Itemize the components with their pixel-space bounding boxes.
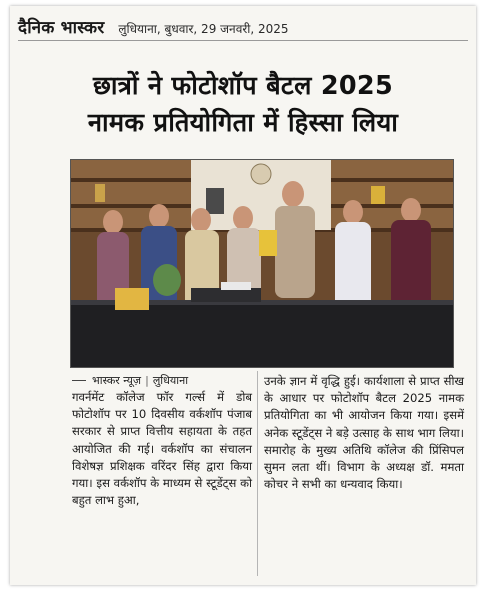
headline-line-1: छात्रों ने फोटोशॉप बैटल 2025 (92, 71, 394, 101)
byline-city: लुधियाना (152, 374, 189, 387)
byline-separator: | (145, 374, 149, 387)
article-column-1: गवर्नमेंट कॉलेज फॉर गर्ल्स में डोब फोटोशॉप पर 10 दिवसीय वर्कशॉप पंजाब सरकार से प्राप्त वित्तीय सहायता के तहत आयोजित की गई। वर्कशॉप का संचालन विशेषज्ञ प्रशिक्षक वरिंदर सिंह द्वारा किया गया। इस वर्कशॉप के माध्यम से स्टूडेंट्स को बहुत लाभ हुआ, (72, 390, 252, 508)
dateline: लुधियाना, बुधवार, 29 जनवरी, 2025 (118, 22, 289, 36)
masthead (18, 12, 468, 38)
masthead-rule (18, 40, 468, 41)
byline-rule (72, 380, 86, 381)
newspaper-clipping (10, 6, 476, 585)
headline-line-2: नामक प्रतियोगिता में हिस्सा लिया (87, 108, 399, 138)
column-divider (257, 371, 258, 576)
newspaper-logo: दैनिक भास्कर (18, 18, 105, 38)
news-photo (70, 159, 454, 368)
article-column-2: उनके ज्ञान में वृद्धि हुई। कार्यशाला से प्राप्त सीख के आधार पर फोटोशॉप बैटल 2025 नामक प्रतियोगिता का भी आयोजन किया गया। इसमें अनेक स्टूडेंट्स ने बड़े उत्साह के साथ भाग लिया। समारोह के मुख्य अतिथि कॉलेज की प्रिंसिपल सुमन लता थीं। विभाग के अध्यक्ष डॉ. ममता कोचर ने सभी का धन्यवाद किया। (264, 374, 464, 492)
byline (72, 373, 246, 388)
headline (20, 68, 466, 142)
byline-source: भास्कर न्यूज़ (92, 374, 142, 387)
